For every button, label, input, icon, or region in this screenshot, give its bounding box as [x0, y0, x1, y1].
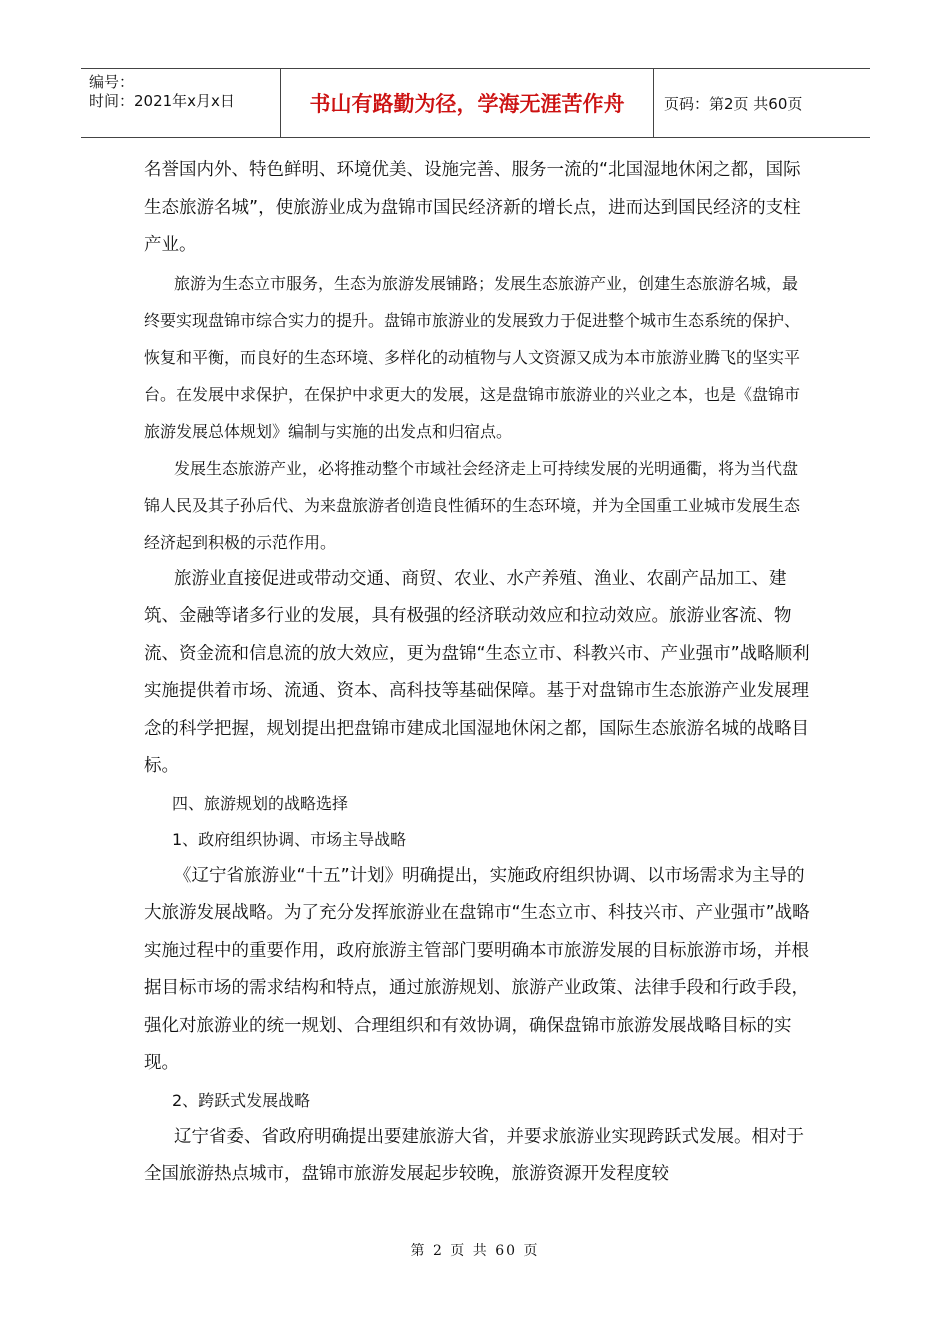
- paragraph: 辽宁省委、省政府明确提出要建旅游大省，并要求旅游业实现跨跃式发展。相对于全国旅游热点城市，盘锦市旅游发展起步较晚，旅游资源开发程度较: [144, 1126, 804, 1184]
- page-info: 页码：第2页 共60页: [664, 94, 803, 113]
- header-meta: [81, 69, 281, 137]
- motto: 书山有路勤为径，学海无涯苦作舟: [281, 69, 654, 137]
- subsection-heading: 2、跨跃式发展战略: [172, 1090, 311, 1110]
- page-header: [81, 68, 870, 138]
- time-label: 时间：2021年x月x日: [89, 92, 235, 110]
- page-footer: 第 2 页 共 60 页: [410, 1243, 540, 1259]
- subsection-heading: 1、政府组织协调、市场主导战略: [172, 829, 407, 849]
- paragraph: 发展生态旅游产业，必将推动整个市域社会经济走上可持续发展的光明通衢，将为当代盘锦人民及其子孙后代、为来盘旅游者创造良性循环的生态环境，并为全国重工业城市发展生态经济起到积极的示范作用。: [144, 458, 801, 552]
- paragraph: 旅游业直接促进或带动交通、商贸、农业、水产养殖、渔业、农副产品加工、建筑、金融等诸多行业的发展，具有极强的经济联动效应和拉动效应。旅游业客流、物流、资金流和信息流的放大效应，更为盘锦“生态立市、科教兴市、产业强市”战略顺利实施提供着市场、流通、资本、高科技等基础保障。基于对盘锦市生态旅游产业发展理念的科学把握，规划提出把盘锦市建成北国湿地休闲之都，国际生态旅游名城的战略目标。: [144, 568, 810, 776]
- section-heading: 四、旅游规划的战略选择: [172, 793, 349, 813]
- document-body: [144, 152, 812, 1194]
- paragraph: 名誉国内外、特色鲜明、环境优美、设施完善、服务一流的“北国湿地休闲之都，国际生态旅游名城”，使旅游业成为盘锦市国民经济新的增长点，进而达到国民经济的支柱产业。: [144, 160, 801, 255]
- paragraph: 《辽宁省旅游业“十五”计划》明确提出，实施政府组织协调、以市场需求为主导的大旅游发展战略。为了充分发挥旅游业在盘锦市“生态立市、科技兴市、产业强市”战略实施过程中的重要作用，政府旅游主管部门要明确本市旅游发展的目标旅游市场，并根据目标市场的需求结构和特点，通过旅游规划、旅游产业政策、法律手段和行政手段，强化对旅游业的统一规划、合理组织和有效协调，确保盘锦市旅游发展战略目标的实现。: [144, 865, 810, 1073]
- paragraph: 旅游为生态立市服务，生态为旅游发展铺路；发展生态旅游产业，创建生态旅游名城，最终要实现盘锦市综合实力的提升。盘锦市旅游业的发展致力于促进整个城市生态系统的保护、恢复和平衡，而良好的生态环境、多样化的动植物与人文资源又成为本市旅游业腾飞的坚实平台。在发展中求保护，在保护中求更大的发展，这是盘锦市旅游业的兴业之本，也是《盘锦市旅游发展总体规划》编制与实施的出发点和归宿点。: [144, 273, 801, 441]
- number-label: 编号：: [89, 73, 135, 91]
